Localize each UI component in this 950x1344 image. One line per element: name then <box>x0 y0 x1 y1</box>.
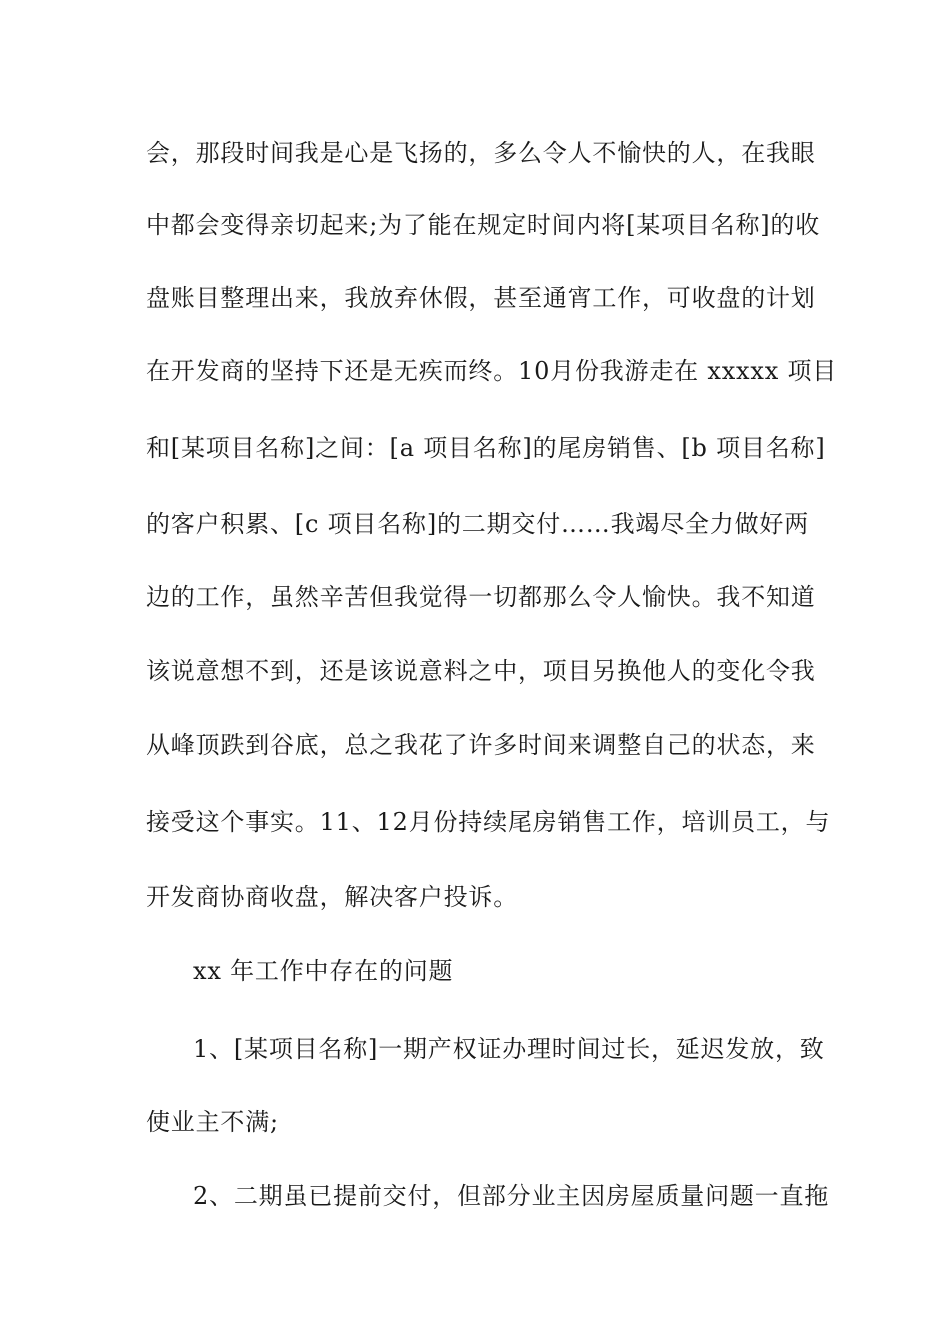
paragraph-line-9: 从峰顶跌到谷底，总之我花了许多时间来调整自己的状态，来 <box>146 731 816 759</box>
paragraph-line-3: 盘账目整理出来，我放弃休假，甚至通宵工作，可收盘的计划 <box>146 284 816 312</box>
paragraph-line-11: 开发商协商收盘，解决客户投诉。 <box>146 883 518 911</box>
issue-item-2-line-1: 2、二期虽已提前交付，但部分业主因房屋质量问题一直拖 <box>193 1182 830 1210</box>
paragraph-line-7: 边的工作，虽然辛苦但我觉得一切都那么令人愉快。我不知道 <box>146 583 816 611</box>
issue-item-1-line-2: 使业主不满; <box>146 1108 279 1136</box>
section-heading: xx 年工作中存在的问题 <box>193 957 454 985</box>
paragraph-line-1: 会，那段时间我是心是飞扬的，多么令人不愉快的人，在我眼 <box>146 139 816 167</box>
paragraph-line-8: 该说意想不到，还是该说意料之中，项目另换他人的变化令我 <box>146 657 816 685</box>
paragraph-line-4: 在开发商的坚持下还是无疾而终。10月份我游走在 xxxxx 项目 <box>146 357 838 385</box>
paragraph-line-5: 和[某项目名称]之间：[a 项目名称]的尾房销售、[b 项目名称] <box>146 434 826 462</box>
paragraph-line-2: 中都会变得亲切起来;为了能在规定时间内将[某项目名称]的收 <box>146 211 821 239</box>
paragraph-line-6: 的客户积累、[c 项目名称]的二期交付……我竭尽全力做好两 <box>146 510 809 538</box>
issue-item-1-line-1: 1、[某项目名称]一期产权证办理时间过长，延迟发放，致 <box>193 1035 825 1063</box>
paragraph-line-10: 接受这个事实。11、12月份持续尾房销售工作，培训员工，与 <box>146 808 831 836</box>
